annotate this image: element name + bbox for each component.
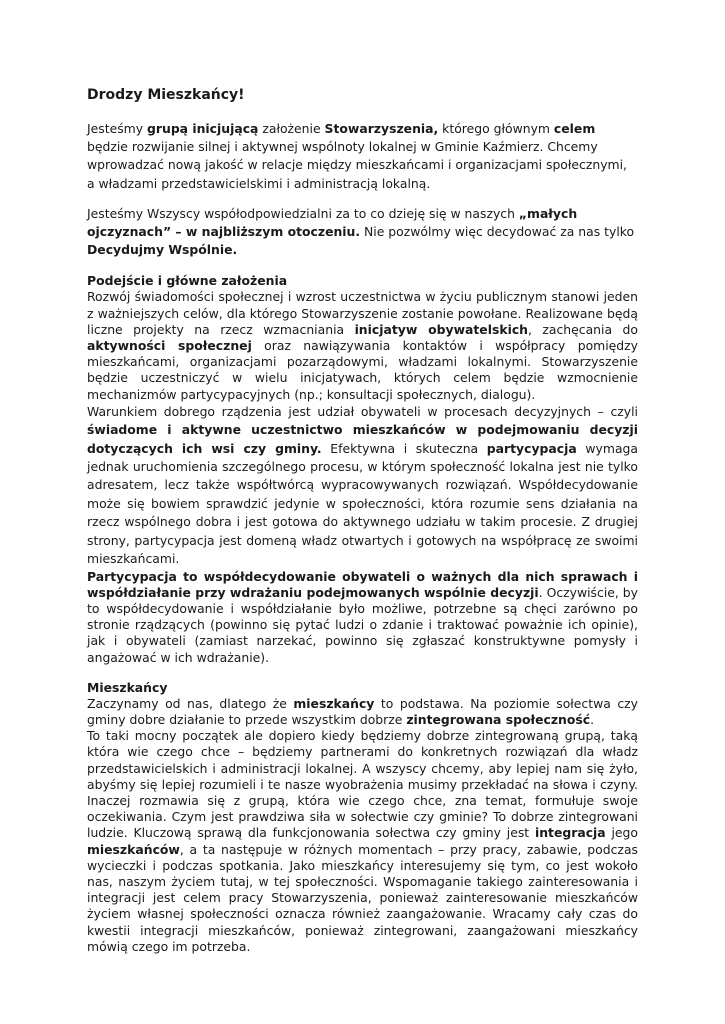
bold-text-run: grupą inicjującą: [147, 121, 259, 136]
text-run: Zaczynamy od nas, dlatego że: [87, 695, 294, 711]
document-page: [87, 86, 638, 955]
text-run: Rozwój świadomości społecznej i wzrost uczestnictwa w życiu publicznym stanowi jeden z ważniejszych celów, dla którego Stowarzyszenie zostanie powołane. Realizowane będą liczne projekty na rzecz wzmacniania: [87, 289, 638, 337]
text-run: Jesteśmy: [87, 121, 148, 136]
greeting-heading: Drodzy Mieszkańcy!: [87, 87, 245, 103]
text-run: założenie: [258, 121, 325, 136]
bold-text-run: inicjatyw obywatelskich: [354, 321, 528, 337]
bold-text-run: Stowarzyszenia,: [324, 121, 439, 136]
text-run: to podstawa. Na poziomie sołectwa czy gminy dobre działanie to przede wszystkim dobrze: [87, 695, 638, 727]
section-title-approach: Podejście i główne założenia: [87, 273, 288, 289]
bold-text-run: mieszkańców: [87, 841, 180, 857]
residents-paragraph-1: [87, 696, 638, 728]
text-run: .: [590, 711, 595, 727]
text-run: Nie pozwólmy więc decydować za nas tylko: [360, 224, 635, 240]
bold-text-run: mieszkańcy: [293, 695, 375, 711]
section-title-residents: Mieszkańcy: [87, 679, 168, 695]
intro-paragraph-1: [87, 120, 638, 193]
bold-text-run: Decydujmy Wspólnie.: [87, 242, 238, 258]
section-residents: [87, 696, 638, 955]
bold-text-run: zintegrowana społeczność: [406, 711, 591, 727]
approach-paragraph-3: [87, 569, 638, 666]
section-approach: [87, 289, 638, 665]
bold-text-run: aktywności społecznej: [87, 338, 252, 354]
bold-text-run: „małych ojczyznach” – w najbliższym otoczeniu.: [87, 205, 578, 240]
approach-paragraph-2: [87, 403, 638, 569]
intro-paragraph-2: [87, 205, 638, 260]
text-run: . Oczywiście, by to współdecydowanie i współdziałanie było możliwe, potrzebne są chęci zarówno po stronie rządzących (powinno się pytać ludzi o zdanie i traktować poważnie ich opinie), jak i obywateli (zamiast narzekać, powinno się zgłaszać konstruktywne pomysły i angażować w ich wdrażanie).: [87, 584, 638, 665]
text-run: , zachęcania do: [527, 321, 638, 337]
text-run: oraz nawiązywania kontaktów i współpracy pomiędzy mieszkańcami, organizacjami pozarządowymi, władzami lokalnymi. Stowarzyszenie będzie uczestniczyć w wielu inicjatywach, których celem będzie wzmocnienie mechanizmów partycypacyjnych (np.; konsultacji społecznych, dialogu).: [87, 338, 638, 402]
text-run: jego: [605, 825, 638, 841]
bold-text-run: Partycypacja to współdecydowanie obywateli o ważnych dla nich sprawach i współdziałanie przy wdrażaniu podejmowanych wspólnie decyzji: [87, 568, 638, 600]
bold-text-run: integracja: [534, 825, 606, 841]
bold-text-run: partycypacja: [486, 440, 577, 456]
text-run: wymaga jednak uruchomienia szczególnego procesu, w którym społeczność lokalna jest nie tylko adresatem, lecz także współtwórcą wypracowywanych rozwiązań. Współdecydowanie może się bowiem sprawdzić jedynie w społeczności, która rozumie sens działania na rzecz wspólnego dobra i jest gotowa do aktywnego udziału w takim procesie. Z drugiej strony, partycypacja jest domeną władz otwartych i gotowych na współpracę ze swoimi mieszkańcami.: [87, 440, 638, 567]
text-run: Warunkiem dobrego rządzenia jest udział obywateli w procesach decyzyjnych – czyli: [87, 403, 638, 419]
text-run: którego głównym: [438, 121, 554, 136]
residents-paragraph-2: [87, 728, 638, 955]
text-run: Efektywna i skuteczna: [321, 440, 487, 456]
approach-paragraph-1: [87, 289, 638, 402]
text-run: Jesteśmy Wszyscy współodpowiedzialni za to co dzieję się w naszych: [87, 205, 519, 221]
text-run: , a ta następuje w różnych momentach – przy pracy, zabawie, podczas wycieczki i podczas spotkania. Jako mieszkańcy interesujemy się tym, co jest wokoło nas, naszym życiem tutaj, w tej społeczności. Wspomaganie takiego zainteresowania i integracji jest celem pracy Stowarzyszenia, ponieważ zainteresowanie mieszkańców życiem własnej społeczności oznacza również zaangażowanie. Wracamy cały czas do kwestii integracji mieszkańców, ponieważ zintegrowani, zaangażowani mieszkańcy mówią czego im potrzeba.: [87, 841, 638, 954]
text-run: To taki mocny początek ale dopiero kiedy będziemy dobrze zintegrowaną grupą, taką która wie czego chce – będziemy partnerami do konkretnych rozwiązań dla władz przedstawicielskich i administracji lokalnej. A wszyscy chcemy, aby lepiej nam się żyło, abyśmy się lepiej rozumieli i te nasze wyobrażenia musimy przekładać na słowa i czyny. Inaczej rozmawia się z grupą, która wie czego chce, zna temat, formułuje swoje oczekiwania. Czym jest prawdziwa siła w sołectwie czy gminie? To dobrze zintegrowani ludzie. Kluczową sprawą dla funkcjonowania sołectwa czy gminy jest: [87, 728, 638, 841]
bold-text-run: świadome i aktywne uczestnictwo mieszkańców w podejmowaniu decyzji dotyczących ich wsi czy gminy.: [87, 422, 638, 456]
bold-text-run: celem: [553, 121, 596, 136]
text-run: będzie rozwijanie silnej i aktywnej wspólnoty lokalnej w Gminie Kaźmierz. Chcemy wprowadzać nową jakość w relacje między mieszkańcami i organizacjami społecznymi, a władzami przedstawicielskimi i administracją lokalną.: [87, 139, 627, 191]
